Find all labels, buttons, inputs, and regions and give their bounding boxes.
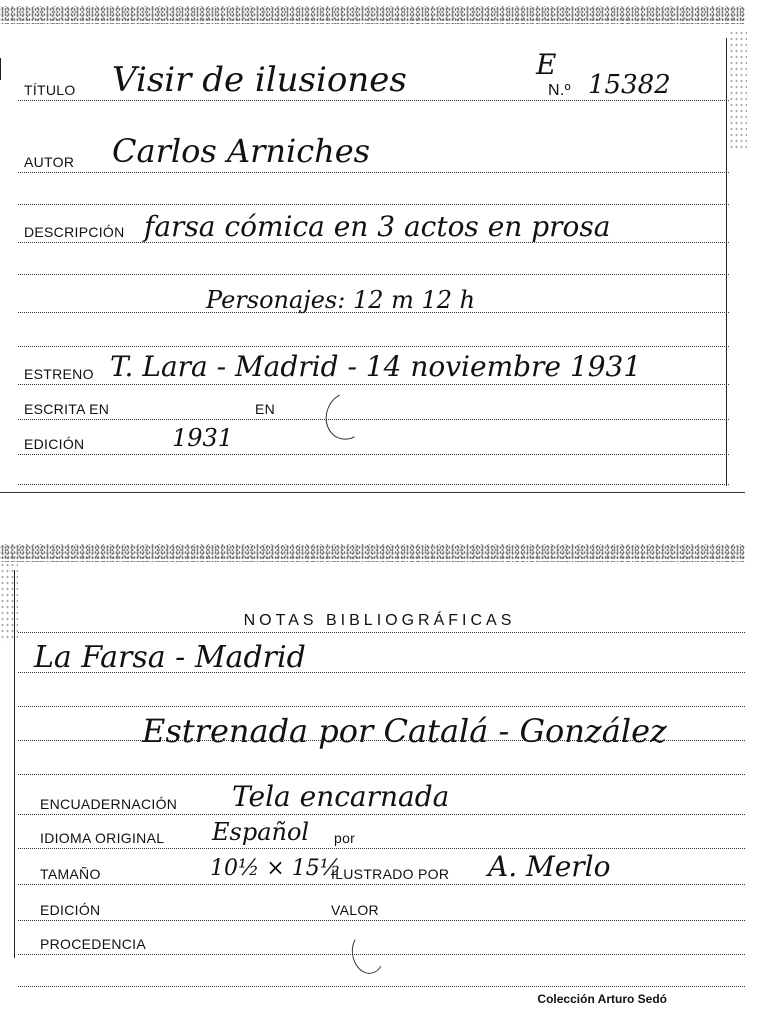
collection-credit: Colección Arturo Sedó [537, 992, 667, 1006]
nota-1: La Farsa - Madrid [34, 640, 306, 675]
line-procedencia [18, 954, 745, 955]
line-edicion [18, 454, 729, 455]
edicion-label: EDICIÓN [24, 436, 85, 452]
numero-label: N.º [548, 82, 571, 99]
line-bottom-1 [18, 484, 729, 485]
line-heading [18, 632, 745, 633]
scan-noise-top [0, 6, 745, 24]
titulo-value: Visir de ilusiones [112, 60, 407, 100]
line-tamano [18, 884, 745, 885]
line-estreno [18, 384, 729, 385]
escrita-en-label: ESCRITA EN [24, 401, 110, 417]
ilustrado-value: A. Merlo [488, 850, 611, 883]
descripcion-label: DESCRIPCIÓN [24, 224, 125, 240]
encuadernacion-label: ENCUADERNACIÓN [40, 796, 178, 812]
ink-smudge-2 [349, 930, 388, 977]
idioma-value: Español [212, 818, 310, 846]
personajes-value: Personajes: 12 m 12 h [206, 286, 476, 314]
tamano-label: TAMAÑO [40, 866, 101, 882]
edicion2-label: EDICIÓN [40, 902, 101, 918]
autor-label: AUTOR [24, 154, 75, 170]
line-idioma [18, 848, 745, 849]
estreno-value: T. Lara - Madrid - 14 noviembre 1931 [110, 350, 642, 383]
titulo-label: TÍTULO [24, 82, 76, 98]
ink-smudge [319, 386, 375, 445]
line-escrita [18, 419, 729, 420]
line-blank-3 [18, 346, 729, 347]
line-titulo [18, 100, 729, 101]
line-autor [18, 172, 729, 173]
line-blank-2 [18, 274, 729, 275]
autor-value: Carlos Arniches [112, 132, 371, 170]
idioma-label: IDIOMA ORIGINAL [40, 830, 165, 846]
encuadernacion-value: Tela encarnada [232, 780, 450, 813]
valor-label: VALOR [331, 902, 379, 918]
line-descripcion [18, 242, 729, 243]
tamano-value: 10½ × 15½ [210, 856, 342, 881]
ilustrado-label: ILUSTRADO POR [331, 866, 450, 882]
scan-noise-side [729, 30, 747, 150]
edicion-value: 1931 [172, 424, 234, 452]
notas-heading: NOTAS BIBLIOGRÁFICAS [243, 612, 516, 629]
por-label: por [334, 830, 356, 846]
numero-value: 15382 [588, 70, 671, 100]
line-blank-4 [18, 706, 745, 707]
catalog-card-back [0, 540, 759, 1000]
estreno-label: ESTRENO [24, 366, 94, 382]
card1-bottom-rule [0, 492, 745, 493]
en-label: EN [255, 401, 276, 417]
card-left-edge [0, 58, 1, 80]
line-blank-1 [18, 204, 729, 205]
descripcion-value: farsa cómica en 3 actos en prosa [144, 210, 611, 243]
scan-noise-side-2 [0, 562, 18, 642]
line-encuadernacion [18, 814, 745, 815]
line-nota-2 [18, 740, 745, 741]
catalog-card-front [0, 0, 759, 500]
line-blank-5 [18, 774, 745, 775]
line-nota-1 [18, 672, 745, 673]
numero-prefix: E [536, 48, 557, 81]
scan-noise-top-2 [0, 544, 745, 562]
line-edicion-2 [18, 920, 745, 921]
line-personajes [18, 312, 729, 313]
nota-2: Estrenada por Catalá - González [142, 712, 667, 750]
line-bottom-2 [18, 986, 745, 987]
procedencia-label: PROCEDENCIA [40, 936, 146, 952]
